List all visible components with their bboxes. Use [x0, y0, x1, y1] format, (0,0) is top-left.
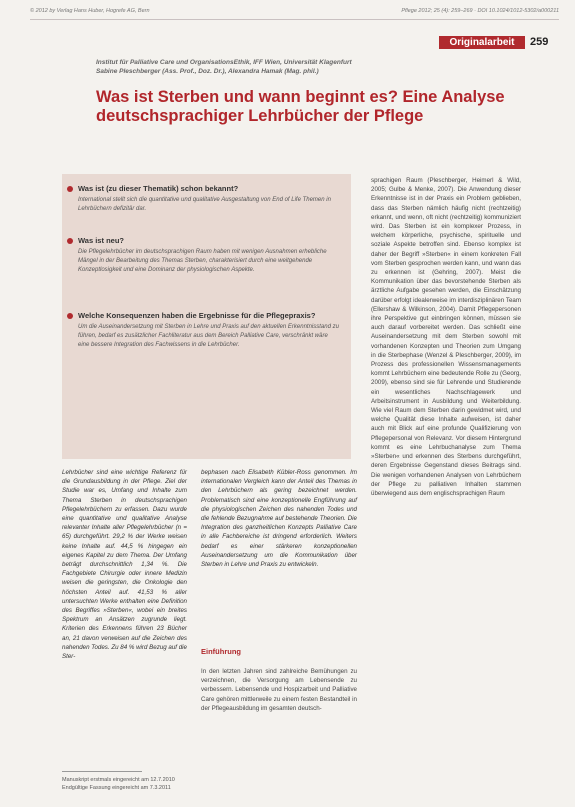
summary-column-middle: bephasen nach Elisabeth Kübler-Ross genommen. Im internationalen Vergleich kann der Anteil des Themas in den Lehrbüchern als gering bezeichnet werden. Problematisch sind eine konzeptionelle Engführung auf die physiologischen Zeichen des nahenden Todes und die fehlende Bezugnahme auf bestehende Theorien. Die Integration des ganzheitlichen Konzepts Palliative Care in alle Fachbereiche ist dringend erforderlich. Weiters bedarf es einer stärkeren konzeptionellen Auseinandersetzung um die Kommunikation über Sterben in Lehre und Praxis zu entwickeln.	[201, 469, 357, 569]
key-finding-question: Welche Konsequenzen haben die Ergebnisse für die Pflegepraxis?	[62, 311, 351, 321]
key-finding-question: Was ist (zu dieser Thematik) schon bekannt?	[62, 184, 351, 194]
header-rule	[30, 19, 559, 20]
key-findings-box	[62, 174, 351, 459]
key-finding-answer: Um die Auseinandersetzung mit Sterben in Lehre und Praxis auf den aktuellen Erkenntnisstand zu führen, bedarf es zusätzlicher Fachliteratur aus dem Bereich Palliative Care, verschränkt wäre eine bessere Integration des Fachwissens in die Lehrbücher.	[78, 324, 339, 348]
section-badge: Originalarbeit	[439, 36, 525, 49]
header-journal-citation: Pflege 2012; 25 (4): 259–269 · DOI 10.1024/1012-5302/a000211	[401, 8, 559, 14]
footnote-final: Endgültige Fassung eingereicht am 7.3.2011	[62, 785, 171, 791]
affiliation-institute: Institut für Palliative Care und OrganisationsEthik, IFF Wien, Universität Klagenfurt	[96, 59, 352, 66]
article-title: Was ist Sterben und wann beginnt es? Eine Analyse deutschsprachiger Lehrbücher der Pflege	[96, 88, 505, 125]
body-column-right: sprachigen Raum (Pleschberger, Heimerl & Wild, 2005; Gulbe & Menke, 2007). Die Anwendung dieser Erkenntnisse ist in der Praxis ein Problem geblieben, dass das Sterben nämlich häufig nicht (rechtzeitig) erkannt, und wenn, oft nicht (rechtzeitig) kommuniziert wird. Das Sterben ist ein komplexer Prozess, in welchem körperliche, psychische, spirituelle und soziale Aspekte betroffen sind. Ebenso komplex ist daher der Begriff »Sterben« in einem konkreten Fall vom Sterben gesprochen werden kann, und wann das zu erkennen ist (Gehring, 2007). Meist die Kommunikation über das bevorstehende Sterben als ärztliche Aufgabe gesehen werden, die Einschätzung darüber erfolgt idealerweise im interdisziplinären Team (Ellershaw & Wilkinson, 2004). Damit Pflegepersonen ihre Perspektive gut einbringen können, müssen sie auch darauf vorbereitet werden. Das schließt eine Auseinandersetzung mit dem Sterben sowohl mit vorhandenen Konzepten und Theorien zum Umgang in die Sterbephase (Wenzel & Pleschberger, 2009), im Prozess des professionellen Wissensmanagements kommt Lehrbüchern eine bedeutende Rolle zu (Georg, 2009), ebenso sind sie für Lehrende und Studierende ein wesentliches Nachschlagewerk und Arbeitsinstrument in Ausbildung und Weiterbildung. Wie viel Raum dem Sterben darin gewidmet wird, und welche Qualität diese Inhalte aufweisen, ist daher auch mit Blick auf eine profunde Qualifizierung von Pflegepersonal von Relevanz. Vor diesem Hintergrund kommt es eine Lehrbuchanalyse zum Thema »Sterben« und erkennen des Sterbens durchgeführt, deren Ergebnisse Gegenstand dieses Beitrags sind. Die wenigen vorhandenen Analysen von Lehrbüchern der Pflege zu palliativen Inhalten stammen überwiegend aus dem englischsprachigen Raum	[371, 177, 521, 497]
page-number: 259	[530, 36, 549, 48]
key-finding-question: Was ist neu?	[62, 236, 351, 246]
footnote-submitted: Manuskript erstmals eingereicht am 12.7.2010	[62, 777, 175, 783]
key-finding-item	[62, 311, 351, 350]
bullet-icon	[67, 238, 73, 244]
footnote	[62, 776, 202, 792]
intro-heading: Einführung	[201, 647, 241, 656]
running-header	[30, 6, 559, 18]
key-finding-answer: Die Pflegelehrbücher im deutschsprachigen Raum haben mit wenigen Ausnahmen erhebliche Mängel in der Bearbeitung des Themas Sterben, charakterisiert durch eine weitgehende Konzeptlosigkeit und eine Dominanz der physiologischen Aspekte.	[78, 249, 327, 273]
affiliation	[96, 58, 516, 76]
intro-text-middle: In den letzten Jahren sind zahlreiche Bemühungen zu verzeichnen, die Versorgung am Lebensende zu verbessern. Lebensende und Hospizarbeit und Palliative Care gehören mittlerweile zu einem festen Bestandteil in der Pflegeausbildung im gesamten deutsch-	[201, 668, 357, 712]
footnote-rule	[62, 771, 142, 772]
affiliation-authors: Sabine Pleschberger (Ass. Prof., Doz. Dr.), Alexandra Hamak (Mag. phil.)	[96, 68, 319, 75]
bullet-icon	[67, 186, 73, 192]
key-finding-item	[62, 236, 351, 275]
key-finding-answer: International stellt sich die quantitative und qualitative Ausgestaltung von End of Life Themen in Lehrbüchern defizitär dar.	[78, 197, 331, 212]
header-publisher: © 2012 by Verlag Hans Huber, Hogrefe AG, Bern	[30, 8, 150, 14]
bullet-icon	[67, 313, 73, 319]
key-finding-item	[62, 184, 351, 214]
summary-column-left: Lehrbücher sind eine wichtige Referenz für die Grundausbildung in der Pflege. Ziel der Studie war es, Umfang und Inhalte zum Thema Sterben in deutschsprachigen Pflegelehrbüchern zu erfassen. Dazu wurde eine quantitative und qualitative Analyse relevanter Inhalte aller Pflegelehrbücher (n = 65) durchgeführt. 29,2 % der Werke weisen keine Inhalte auf. 44,5 % hingegen ein eigenes Kapitel zu dem Thema. Der Umfang beträgt durchschnittlich 1,34 %. Die Fachgebiete Chirurgie oder innere Medizin weisen die geringsten, die Onkologie den höchsten Anteil auf. 41,53 % aller untersuchten Werke enthalten eine Definition des Begriffes »Sterben«, wobei ein breites Spektrum an Ansätzen zugrunde liegt. Kriterien des Erkennens führen 23 Bücher an, 21 davon verweisen auf die Zeichen des nahenden Todes. Zu 84 % wird Bezug auf die Ster-	[62, 469, 187, 661]
